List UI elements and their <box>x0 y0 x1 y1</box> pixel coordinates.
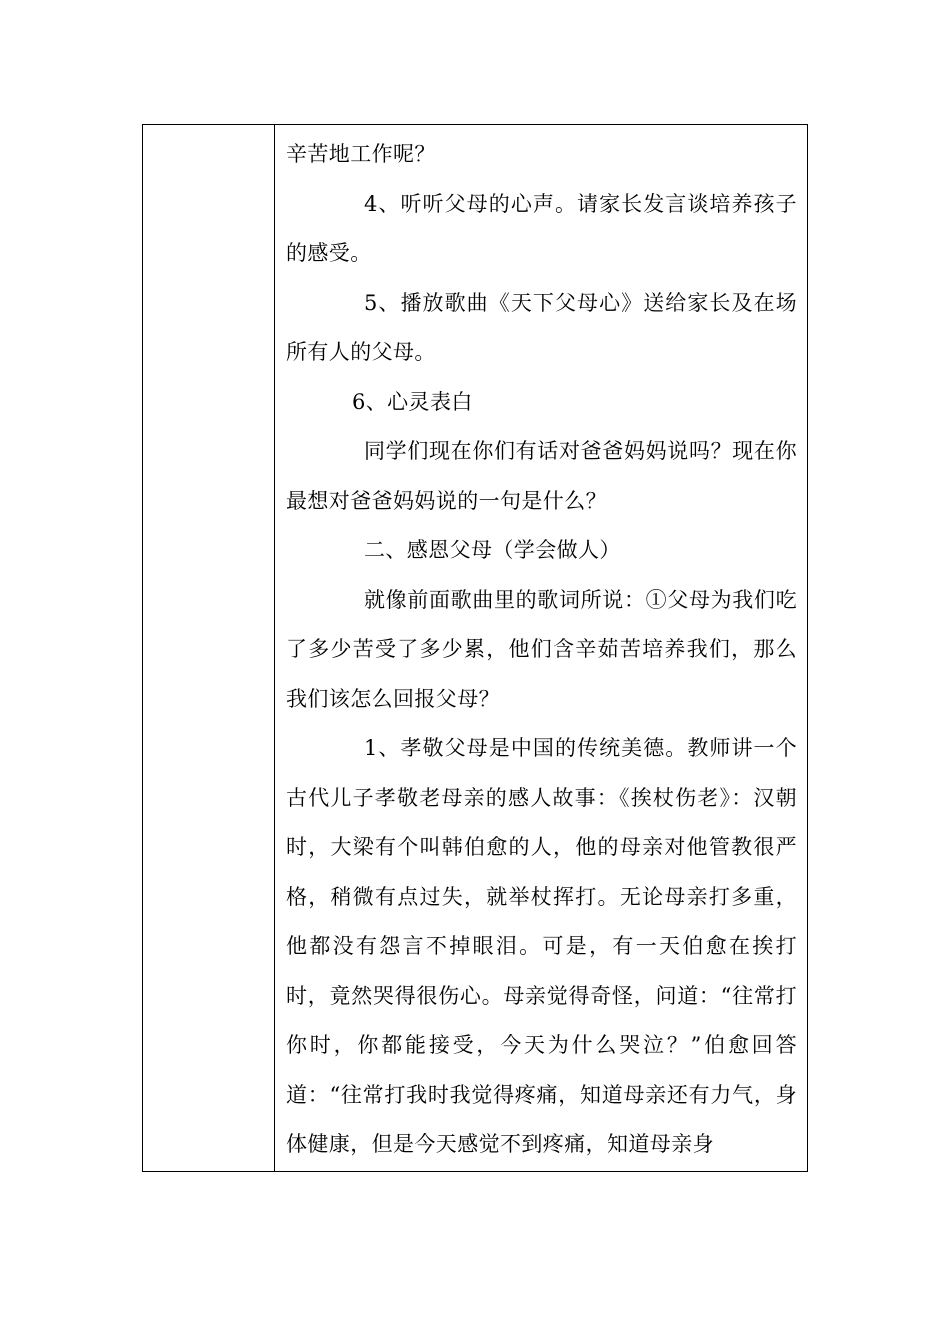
table-left-cell <box>143 125 275 1171</box>
paragraph-question: 同学们现在你们有话对爸爸妈妈说吗？现在你最想对爸爸妈妈说的一句是什么？ <box>286 439 797 513</box>
table-content-cell <box>275 125 807 1171</box>
paragraph-story: 1、孝敬父母是中国的传统美德。教师讲一个古代儿子孝敬老母亲的感人故事：《挨杖伤老》：汉朝时，大梁有个叫韩伯愈的人，他的母亲对他管教很严格，稍微有点过失，就举杖挥打。无论母亲打多重，他都没有怨言不掉眼泪。可是，有一天伯愈在挨打时，竟然哭得很伤心。母亲觉得奇怪，问道：“往常打你时，你都能接受，今天为什么哭泣？”伯愈回答道：“往常打我时我觉得疼痛，知道母亲还有力气，身体健康，但是今天感觉不到疼痛，知道母亲身 <box>286 736 797 1156</box>
paragraph-item-6-heading: 6、心灵表白 <box>352 389 473 414</box>
paragraph-item-5: 5、播放歌曲《天下父母心》送给家长及在场所有人的父母。 <box>286 290 797 364</box>
document-table <box>142 124 808 1172</box>
section-heading-gratitude: 二、感恩父母（学会做人） <box>364 538 621 562</box>
paragraph-continuation: 辛苦地工作呢？ <box>286 142 436 166</box>
paragraph-item-4: 4、听听父母的心声。请家长发言谈培养孩子的感受。 <box>286 191 797 265</box>
paragraph-lyrics: 就像前面歌曲里的歌词所说：①父母为我们吃了多少苦受了多少累，他们含辛茹苦培养我们，那么我们该怎么回报父母？ <box>286 587 797 711</box>
